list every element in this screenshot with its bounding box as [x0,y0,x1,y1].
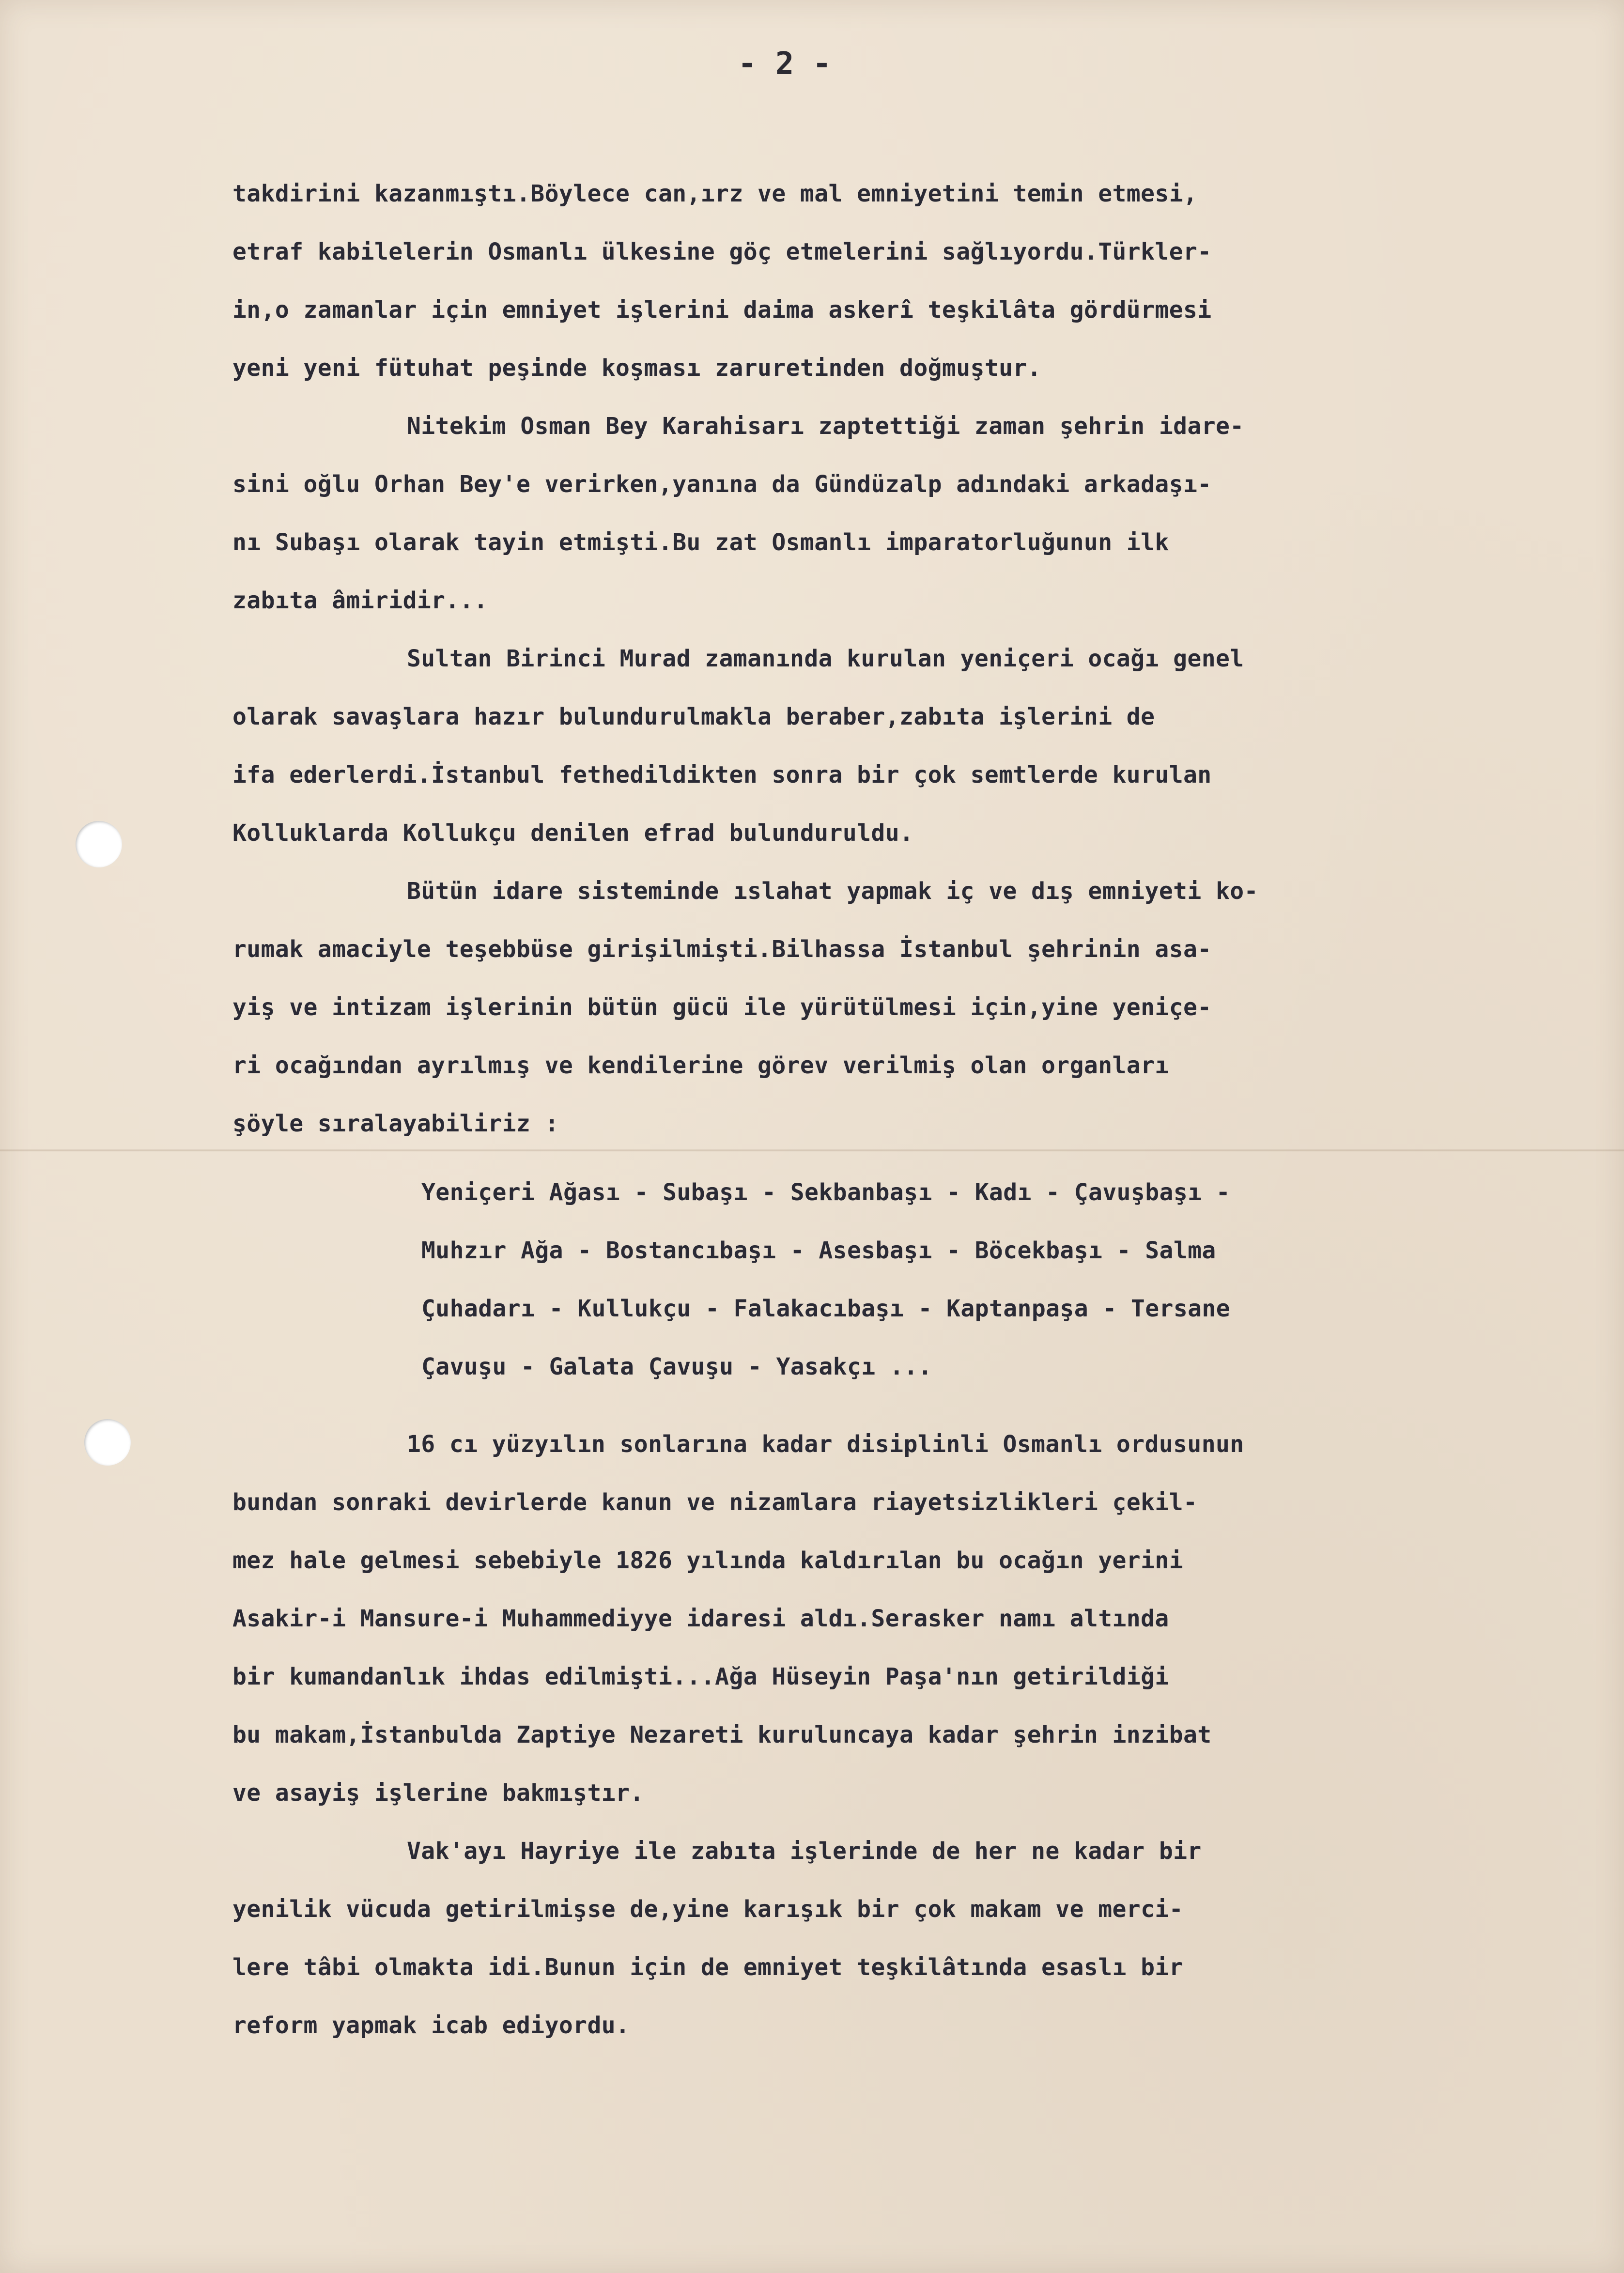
document-body [232,165,1598,2055]
text-line: takdirini kazanmıştı.Böylece can,ırz ve mal emniyetini temin etmesi, [232,180,1198,207]
text-line: etraf kabilelerin Osmanlı ülkesine göç etmelerini sağlıyordu.Türkler- [232,238,1212,265]
text-line: yeni yeni fütuhat peşinde koşması zaruretinden doğmuştur. [232,355,1042,382]
text-line: yiş ve intizam işlerinin bütün gücü ile yürütülmesi için,yine yeniçe- [232,994,1212,1021]
text-line: ifa ederlerdi.İstanbul fethedildikten sonra bir çok semtlerde kurulan [232,761,1212,789]
office-list-line: Çuhadarı - Kullukçu - Falakacıbaşı - Kaptanpaşa - Tersane [421,1295,1231,1322]
text-line: in,o zamanlar için emniyet işlerini daima askerî teşkilâta gördürmesi [232,296,1212,324]
text-line: lere tâbi olmakta idi.Bunun için de emniyet teşkilâtında esaslı bir [232,1954,1183,1981]
text-line: yenilik vücuda getirilmişse de,yine karışık bir çok makam ve merci- [232,1896,1183,1923]
office-list-line: Çavuşu - Galata Çavuşu - Yasakçı ... [421,1353,932,1380]
text-line: şöyle sıralayabiliriz : [232,1110,559,1137]
text-line: rumak amaciyle teşebbüse girişilmişti.Bilhassa İstanbul şehrinin asa- [232,936,1212,963]
text-line: zabıta âmiridir... [232,587,488,614]
text-line: ve asayiş işlerine bakmıştır. [232,1779,644,1807]
text-line: Asakir-i Mansure-i Muhammediyye idaresi aldı.Serasker namı altında [232,1605,1169,1632]
paragraph-start-line: Nitekim Osman Bey Karahisarı zaptettiği zaman şehrin idare- [407,413,1244,440]
paragraph-start-line: Vak'ayı Hayriye ile zabıta işlerinde de her ne kadar bir [407,1838,1202,1865]
text-line: reform yapmak icab ediyordu. [232,2012,630,2039]
paragraph-start-line: 16 cı yüzyılın sonlarına kadar disiplinli Osmanlı ordusunun [407,1431,1244,1458]
office-list-line: Yeniçeri Ağası - Subaşı - Sekbanbaşı - Kadı - Çavuşbaşı - [421,1179,1231,1206]
paragraph-start-line: Bütün idare sisteminde ıslahat yapmak iç ve dış emniyeti ko- [407,878,1258,905]
punch-hole [76,821,122,867]
text-line: Kolluklarda Kollukçu denilen efrad bulunduruldu. [232,820,914,847]
page-number: - 2 - [738,46,832,82]
text-line: sini oğlu Orhan Bey'e verirken,yanına da Gündüzalp adındaki arkadaşı- [232,471,1212,498]
text-line: mez hale gelmesi sebebiyle 1826 yılında kaldırılan bu ocağın yerini [232,1547,1183,1574]
office-list-line: Muhzır Ağa - Bostancıbaşı - Asesbaşı - Böcekbaşı - Salma [421,1237,1216,1264]
text-line: ri ocağından ayrılmış ve kendilerine görev verilmiş olan organları [232,1052,1169,1079]
text-line: bu makam,İstanbulda Zaptiye Nezareti kuruluncaya kadar şehrin inzibat [232,1721,1212,1748]
text-line: bir kumandanlık ihdas edilmişti...Ağa Hüseyin Paşa'nın getirildiği [232,1663,1169,1690]
text-line: nı Subaşı olarak tayin etmişti.Bu zat Osmanlı imparatorluğunun ilk [232,529,1169,556]
text-line: olarak savaşlara hazır bulundurulmakla beraber,zabıta işlerini de [232,703,1155,730]
text-line: bundan sonraki devirlerde kanun ve nizamlara riayetsizlikleri çekil- [232,1489,1198,1516]
paragraph-start-line: Sultan Birinci Murad zamanında kurulan yeniçeri ocağı genel [407,645,1244,672]
punch-hole [84,1419,131,1466]
